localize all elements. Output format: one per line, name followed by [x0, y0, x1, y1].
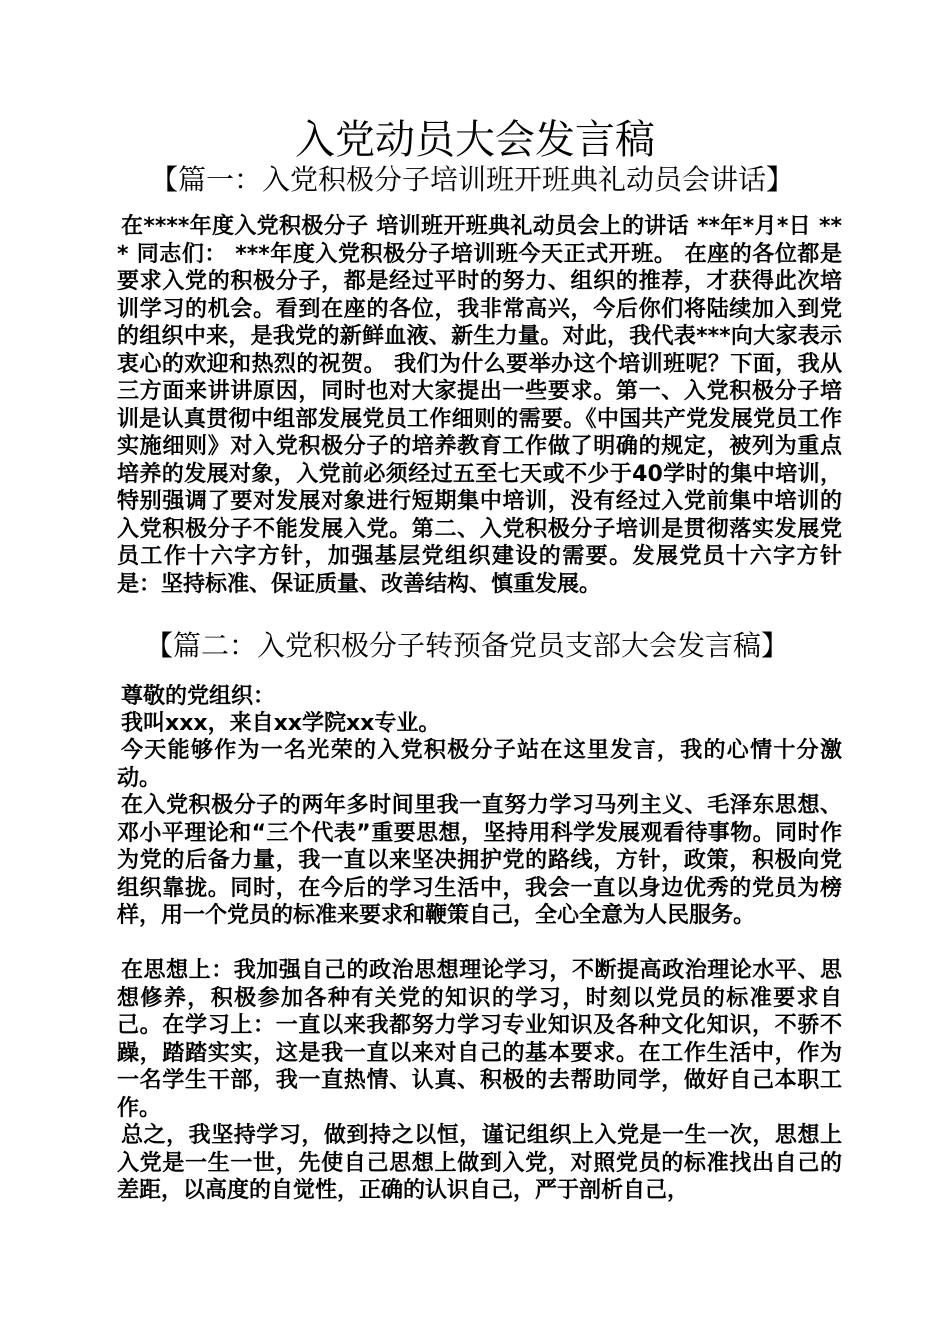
- section-two-paragraph-d: 总之，我坚持学习，做到持之以恒，谨记组织上入党是一生一次，思想上入党是一生一世，先使自己思想上做到入党，对照党员的标准找出自己的差距，以高度的自觉性，正确的认识自己，严于剖析自己，: [117, 1123, 842, 1203]
- section-two-paragraph-b: 在入党积极分子的两年多时间里我一直努力学习马列主义、毛泽东思想、邓小平理论和“三个代表”重要思想，坚持用科学发展观看待事物。同时作为党的后备力量，我一直以来坚决拥护党的路线，方针，政策，积极向党组织靠拢。同时，在今后的学习生活中，我会一直以身边优秀的党员为榜样，用一个党员的标准来要求和鞭策自己，全心全意为人民服务。: [117, 793, 842, 928]
- section-two-paragraph-a: 今天能够作为一名光荣的入党积极分子站在这里发言，我的心情十分激动。: [117, 738, 842, 791]
- section-two-intro: 我叫xxx，来自xx学院xx专业。: [121, 711, 441, 736]
- section-one-body: 在****年度入党积极分子 培训班开班典礼动员会上的讲话 **年*月*日 *** 同志们： ***年度入党积极分子培训班今天正式开班。 在座的各位都是要求入党的积极分子，都是经过平时的努力、组织的推荐，才获得此次培训学习的机会。看到在座的各位，我非常高兴，今后你们将陆续加入到党的组织中来，是我党的新鲜血液、新生力量。对此，我代表***向大家表示衷心的欢迎和热烈的祝贺。 我们为什么要举办这个培训班呢？下面，我从三方面来讲讲原因，同时也对大家提出一些要求。第一、入党积极分子培训是认真贯彻中组部发展党员工作细则的需要。《中国共产党发展党员工作实施细则》对入党积极分子的培养教育工作做了明确的规定，被列为重点培养的发展对象，入党前必须经过五至七天或不少于40学时的集中培训，特别强调了要对发展对象进行短期集中培训，没有经过入党前集中培训的入党积极分子不能发展入党。第二、入党积极分子培训是贯彻落实发展党员工作十六字方针，加强基层党组织建设的需要。发展党员十六字方针是：坚持标准、保证质量、改善结构、慎重发展。: [117, 214, 842, 597]
- section-two-paragraph-c: 在思想上：我加强自己的政治思想理论学习，不断提高政治理论水平、思想修养，积极参加各种有关党的知识的学习，时刻以党员的标准要求自己。在学习上：一直以来我都努力学习专业知识及各种文化知识，不骄不躁，踏踏实实，这是我一直以来对自己的基本要求。在工作生活中，作为一名学生干部，我一直热情、认真、积极的去帮助同学，做好自己本职工作。: [117, 958, 842, 1121]
- section-one-heading: 【篇一：入党积极分子培训班开班典礼动员会讲话】: [150, 163, 795, 196]
- document-title: 入党动员大会发言稿: [295, 117, 655, 163]
- section-two-greeting: 尊敬的党组织：: [121, 684, 276, 709]
- section-two-heading: 【篇二：入党积极分子转预备党员支部大会发言稿】: [145, 629, 790, 662]
